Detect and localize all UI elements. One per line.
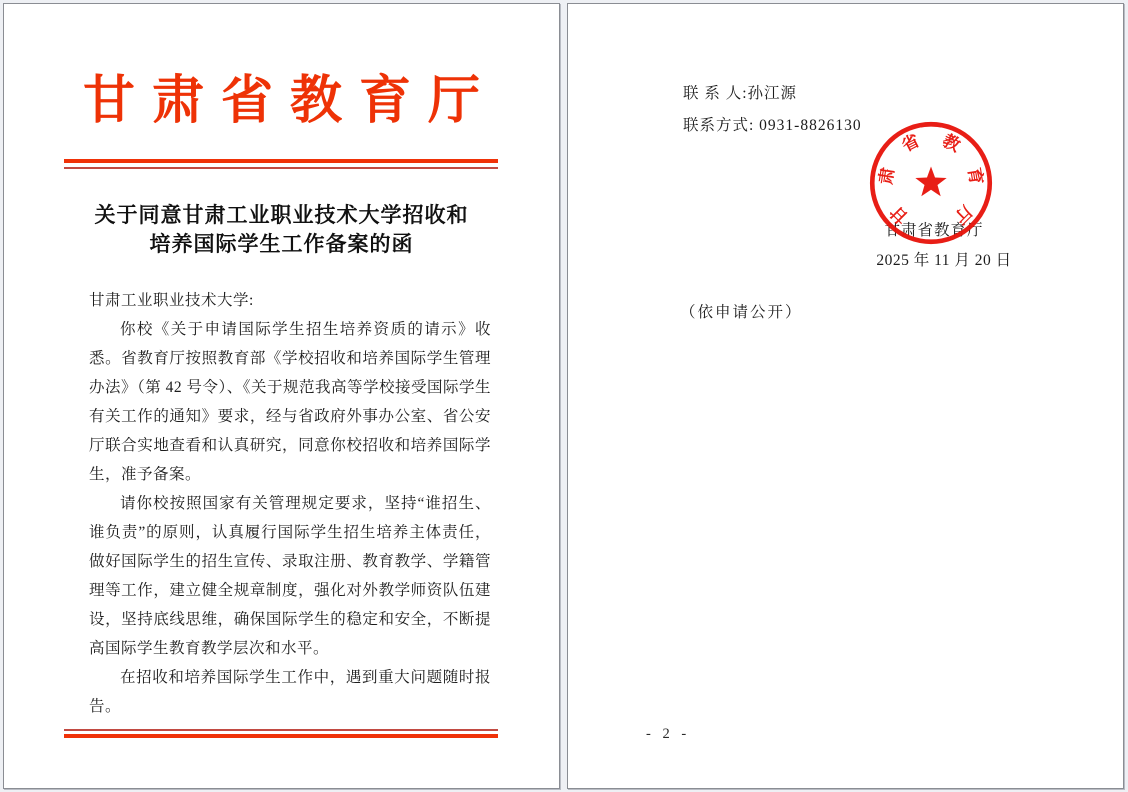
contact-block <box>683 78 862 142</box>
footer-divider <box>64 729 498 738</box>
contact-phone: 联系方式: 0931-8826130 <box>683 117 862 134</box>
document-body <box>89 286 491 721</box>
seal-star-icon <box>915 167 946 197</box>
svg-text:肃: 肃 <box>876 166 898 186</box>
letterhead-title: 甘肃省教育厅 <box>82 73 497 130</box>
svg-text:育: 育 <box>964 166 986 186</box>
issue-date: 2025 年 11 月 20 日 <box>876 252 1012 269</box>
letterhead-divider-thick-line <box>64 159 498 163</box>
letterhead-divider-thin-line <box>64 167 498 169</box>
issuer-name: 甘肃省教育厅 <box>884 222 984 239</box>
contact-person: 联 系 人:孙江源 <box>683 85 798 102</box>
salutation: 甘肃工业职业技术大学: <box>89 292 254 309</box>
svg-text:省: 省 <box>898 130 923 156</box>
disclosure-note: （依申请公开） <box>680 304 803 321</box>
document-page-1 <box>3 3 560 789</box>
official-seal <box>864 116 998 250</box>
svg-text:甘: 甘 <box>886 201 913 228</box>
body-paragraph-3: 在招收和培养国际学生工作中，遇到重大问题随时报告。 <box>89 669 491 715</box>
document-title-line-1: 关于同意甘肃工业职业技术大学招收和 <box>94 203 469 227</box>
document-page-2 <box>567 3 1124 789</box>
body-paragraph-2: 请你校按照国家有关管理规定要求，坚持“谁招生、谁负责”的原则，认真履行国际学生招生培养主体责任，做好国际学生的招生宣传、录取注册、教育教学、学籍管理等工作，建立健全规章制度，强化对外教学师资队伍建设，坚持底线思维，确保国际学生的稳定和安全，不断提高国际学生教育教学层次和水平。 <box>89 495 491 657</box>
letterhead-divider <box>64 159 498 169</box>
footer-divider-thin-line <box>64 729 498 731</box>
document-title-line-2: 培养国际学生工作备案的函 <box>149 232 414 256</box>
page-number: - 2 - <box>646 726 691 742</box>
body-paragraph-1: 你校《关于申请国际学生招生培养资质的请示》收悉。省教育厅按照教育部《学校招收和培养国际学生管理办法》（第 42 号令）、《关于规范我高等学校接受国际学生有关工作的通知》要求，经与省政府外事办公室、省公安厅联合实地查看和认真研究，同意你校招收和培养国际学生，准予备案。 <box>89 321 492 483</box>
footer-divider-thick-line <box>64 734 498 738</box>
svg-text:厅: 厅 <box>949 201 976 228</box>
svg-text:教: 教 <box>939 130 964 156</box>
document-title <box>44 201 519 259</box>
